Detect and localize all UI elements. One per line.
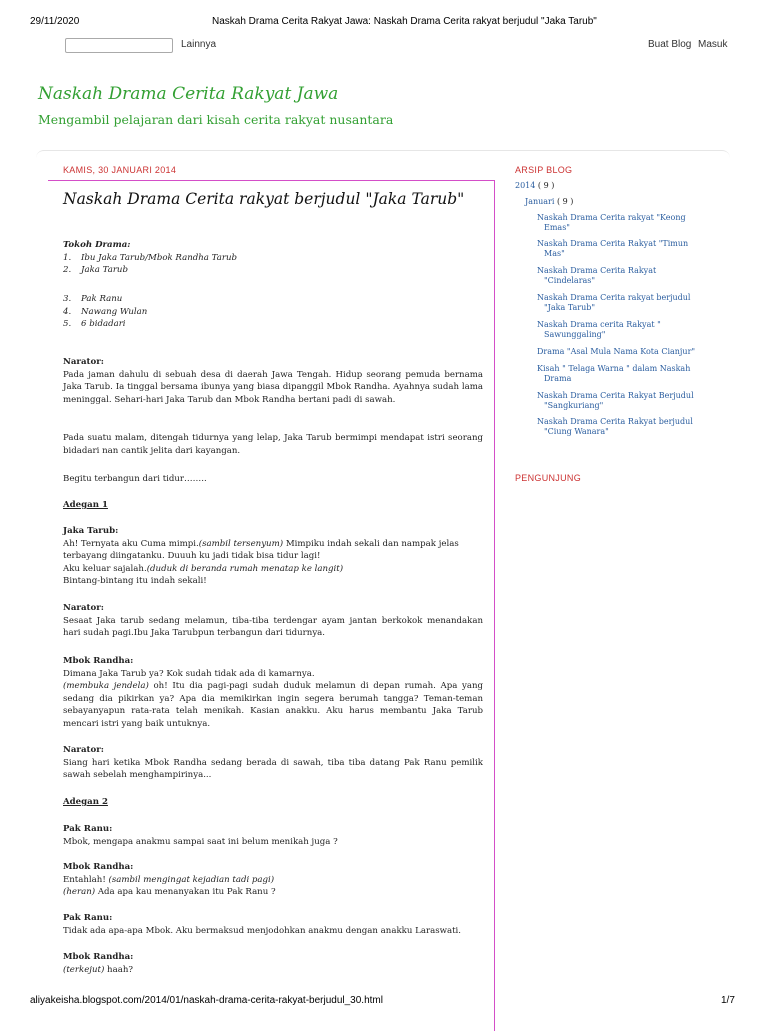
dialogue-text: Siang hari ketika Mbok Randha sedang berada di sawah, tiba tiba datang Pak Ranu pemilik sawah sebelah menghampirinya... xyxy=(63,757,483,781)
archive-post-link[interactable]: Naskah Drama Cerita rakyat berjudul "Jaka Tarub" xyxy=(537,293,691,312)
dialogue-text: Sesaat Jaka tarub sedang melamun, tiba-tiba terdengar ayam jantan berkokok menandakan hari sudah pagi.Ibu Jaka Tarubpun terbangun dari tidurnya. xyxy=(63,615,483,639)
speaker-label: Narator: xyxy=(63,603,104,613)
narration-paragraph: Begitu terbangun dari tidur…….. xyxy=(63,474,207,484)
archive-post-link[interactable]: Naskah Drama Cerita Rakyat berjudul "Ciung Wanara" xyxy=(537,417,693,436)
search-input[interactable] xyxy=(65,38,173,53)
speaker-label: Jaka Tarub: xyxy=(63,526,119,536)
blog-description: Mengambil pelajaran dari kisah cerita rakyat nusantara xyxy=(38,112,394,127)
narator-block-1 xyxy=(63,356,483,406)
archive-post-link[interactable]: Naskah Drama Cerita Rakyat "Cindelaras" xyxy=(537,266,657,285)
dialogue-text: Dimana Jaka Tarub ya? Kok sudah tidak ada di kamarnya. xyxy=(63,668,315,679)
dialogue-ranu-1 xyxy=(63,823,483,848)
dialogue-text: Tidak ada apa-apa Mbok. Aku bermaksud menjodohkan anakmu dengan anakku Laraswati. xyxy=(63,925,462,936)
dialogue-mbok-3 xyxy=(63,951,483,976)
dialogue-text: Entahlah! (sambil mengingat kejadian tadi pagi) xyxy=(63,874,275,885)
speaker-label: Narator: xyxy=(63,357,104,367)
dialogue-text: Aku keluar sajalah.(duduk di beranda rumah menatap ke langit) xyxy=(63,563,344,574)
cast-list-2 xyxy=(63,293,483,331)
dialogue-text: (terkejut) haah? xyxy=(63,964,133,975)
dialogue-text: (heran) Ada apa kau menanyakan itu Pak Ranu ? xyxy=(63,887,276,898)
month-link[interactable]: Januari xyxy=(525,197,555,206)
print-page-number: 1/7 xyxy=(721,995,735,1006)
list-item: 1. Ibu Jaka Tarub/Mbok Randha Tarub xyxy=(63,252,237,263)
speaker-label: Pak Ranu: xyxy=(63,913,113,923)
archive-heading: ARSIP BLOG xyxy=(515,165,573,175)
list-item: 5. 6 bidadari xyxy=(63,319,126,330)
scene-heading: Adegan 2 xyxy=(63,797,108,807)
create-blog-link[interactable]: Buat Blog xyxy=(648,39,692,50)
speaker-label: Narator: xyxy=(63,745,104,755)
list-item: 2. Jaka Tarub xyxy=(63,265,128,276)
visitors-heading: PENGUNJUNG xyxy=(515,473,582,483)
archive-year-2014[interactable] xyxy=(515,181,554,191)
speaker-label: Mbok Randha: xyxy=(63,952,134,962)
print-date: 29/11/2020 xyxy=(30,16,80,27)
dialogue-text: Mbok, mengapa anakmu sampai saat ini belum menikah juga ? xyxy=(63,836,338,847)
speaker-label: Pak Ranu: xyxy=(63,824,113,834)
narator-block-2 xyxy=(63,602,483,640)
dialogue-jaka-1 xyxy=(63,525,483,588)
narator-block-3 xyxy=(63,744,483,782)
archive-post-link[interactable]: Naskah Drama Cerita Rakyat Berjudul "Sangkuriang" xyxy=(537,391,694,410)
speaker-label: Mbok Randha: xyxy=(63,656,134,666)
narration-paragraph: Pada suatu malam, ditengah tidurnya yang lelap, Jaka Tarub bermimpi mendapat istri seorang bidadari nan cantik jelita dari kayangan. xyxy=(63,433,483,456)
scene-heading: Adegan 1 xyxy=(63,500,108,510)
speaker-label: Mbok Randha: xyxy=(63,862,134,872)
cast-section xyxy=(63,239,483,277)
cast-section-2 xyxy=(63,293,483,331)
print-url: aliyakeisha.blogspot.com/2014/01/naskah-drama-cerita-rakyat-berjudul_30.html xyxy=(30,995,383,1006)
dialogue-text: (membuka jendela) oh! Itu dia pagi-pagi sudah duduk melamun di depan rumah. Apa yang sedang dia pikirkan ya? Apa dia memikirkan ingin segera berumah tangga? Teman-teman sebayanyapun rata-rata telah menikah. Kasian anakku. Aku harus membantu Jaka Tarub mencari istri yang baik untuknya. xyxy=(63,681,483,729)
dialogue-text: Pada jaman dahulu di sebuah desa di daerah Jawa Tengah. Hidup seorang pemuda bernama Jaka Tarub. Ia tinggal bersama ibunya yang biasa dipanggil Mbok Randha. Ayahnya sudah lama meninggal. Sehari-hari Jaka Tarub dan Mbok Randha bertani padi di sawah. xyxy=(63,369,483,405)
cast-heading: Tokoh Drama: xyxy=(63,240,131,250)
print-page-title: Naskah Drama Cerita Rakyat Jawa: Naskah Drama Cerita rakyat berjudul "Jaka Tarub" xyxy=(212,16,597,27)
dialogue-text: Ah! Ternyata aku Cuma mimpi.(sambil tersenyum) Mimpiku indah sekali dan nampak jelas terbayang diingatanku. Duuuh ku jadi tidak bisa tidur lagi! xyxy=(63,538,459,562)
month-count: ( 9 ) xyxy=(556,197,574,206)
sign-in-link[interactable]: Masuk xyxy=(698,39,728,50)
archive-post-link[interactable]: Drama "Asal Mula Nama Kota Cianjur" xyxy=(537,347,696,356)
archive-post-link[interactable]: Naskah Drama Cerita Rakyat "Timun Mas" xyxy=(537,239,689,258)
year-count: ( 9 ) xyxy=(537,181,555,190)
blog-title[interactable]: Naskah Drama Cerita Rakyat Jawa xyxy=(38,84,339,104)
archive-month-january[interactable] xyxy=(525,197,573,207)
list-item: 4. Nawang Wulan xyxy=(63,306,148,317)
dialogue-ranu-2 xyxy=(63,912,483,937)
year-link[interactable]: 2014 xyxy=(515,181,536,190)
more-link[interactable]: Lainnya xyxy=(181,39,217,50)
post-title[interactable]: Naskah Drama Cerita rakyat berjudul "Jaka Tarub" xyxy=(63,190,465,208)
archive-post-link[interactable]: Kisah " Telaga Warna " dalam Naskah Drama xyxy=(537,364,691,383)
dialogue-mbok-2 xyxy=(63,861,483,899)
list-item: 3. Pak Ranu xyxy=(63,294,123,304)
post-date-header: KAMIS, 30 JANUARI 2014 xyxy=(63,165,177,175)
archive-post-link[interactable]: Naskah Drama Cerita rakyat "Keong Emas" xyxy=(537,213,686,232)
archive-post-link[interactable]: Naskah Drama cerita Rakyat " Sawunggaling" xyxy=(537,320,661,339)
cast-list-1 xyxy=(63,252,483,277)
dialogue-mbok-1 xyxy=(63,655,483,731)
dialogue-text: Bintang-bintang itu indah sekali! xyxy=(63,576,207,587)
